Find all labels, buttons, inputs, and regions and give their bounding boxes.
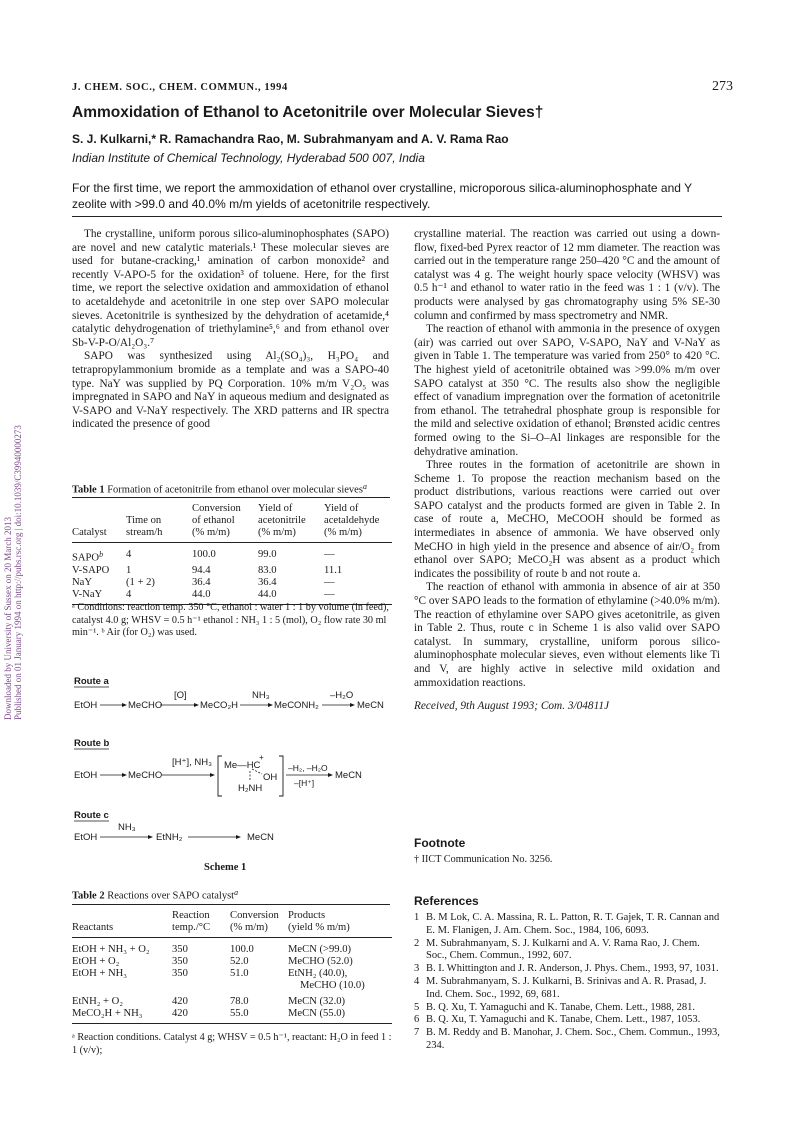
table2-caption-mark: a: [234, 888, 239, 897]
table-row: MeCHO (10.0): [300, 980, 365, 991]
table2: [72, 910, 392, 1024]
table-row: MeCO₂H + NH₃ 420 55.0 MeCN (55.0): [72, 1008, 392, 1024]
abstract: For the first time, we report the ammoxidation of ethanol over crystalline, microporous silica-aluminophosphate and Y zeolite with >99.0 and 40.0% m/m yields of acetonitrile respectively.: [72, 181, 692, 211]
table1-footnote: ᵃ Conditions: reaction temp. 350 °C, ethanol : water 1 : 1 by volume (in feed), catalyst 4.0 g; WHSV = 0.5 h⁻¹ ethanol : NH₃ 1 : 5 (mol), O₂ flow rate 30 ml min⁻¹. ᵇ Air (for O₂) was used.: [72, 602, 389, 639]
route-c-mecn: MeCN: [247, 832, 274, 843]
route-b-minus-h: –[H⁺]: [294, 778, 315, 788]
table-row: SAPO$^b$ 4 100.0 99.0 —: [72, 549, 335, 564]
table-row: EtOH + O₂ 350 52.0 MeCHO (52.0): [72, 956, 353, 967]
route-b-mecn: MeCN: [335, 770, 362, 781]
list-item: 3 B. I. Whittington and J. R. Anderson, J. Phys. Chem., 1993, 97, 1031.: [414, 963, 719, 975]
route-b-intermediate-oh: OH: [263, 772, 278, 783]
route-a-meco2h: MeCO₂H: [200, 700, 238, 711]
route-a-label: Route a: [74, 676, 109, 687]
route-b-intermediate-nh: H₂NH: [238, 783, 263, 794]
scheme-1: [72, 672, 392, 892]
received-line: Received, 9th August 1993; Com. 3/04811J: [414, 700, 610, 713]
download-sidebar: [0, 300, 24, 720]
list-item: 2 M. Subrahmanyam, S. J. Kulkarni and A. V. Rama Rao, J. Chem. Soc., Chem. Commun., 1992, 607.: [414, 937, 700, 962]
table-row: NaY (1 + 2) 36.4 36.4 —: [72, 576, 335, 588]
route-a-mecho: MeCHO: [128, 700, 163, 711]
table2-label: Table 2: [72, 890, 105, 902]
route-a-o-label: [O]: [174, 690, 187, 701]
route-b-etoh: EtOH: [74, 770, 98, 781]
table1-caption-mark: a: [362, 482, 367, 491]
footnote-heading: Footnote: [414, 836, 466, 850]
route-b-label: Route b: [74, 738, 110, 749]
route-a-meconh2: MeCONH₂: [274, 700, 319, 711]
sidebar-downloaded: Downloaded by University of Sussex on 20 March 2013: [3, 517, 13, 720]
results-paragraph: The reaction of ethanol with ammonia in the presence of oxygen (air) was carried out over SAPO, V-SAPO, NaY and V-NaY as given in Table 1. The temperature was varied from 250° to 420 °C. The highest yield of acetonitrile obtained was >99.0% m/m over SAPO catalyst at 350 °C. The results also show the negligible effect of vanadium impregnation over the formation of acetonitrile from ethanol. The tetrahedral phosphate group is responsible for the mild and selective oxidation of ethanol; Brønsted acidic centres formed owing to the Si–O–Al linkages are responsible for the dehydrative amination.: [414, 323, 720, 458]
table-row: V-NaY 4 44.0 44.0 —: [72, 589, 392, 605]
list-item: 1 B. M Lok, C. A. Massina, R. L. Patton, R. T. Gajek, T. R. Cannan and E. M. Flanigen, J. Am. Chem. Soc., 1984, 106, 6093.: [414, 912, 720, 936]
route-a-nh3: NH₃: [252, 690, 270, 701]
table1-header-row: Time on of ethanol acetonitrile acetaldehyde: [126, 515, 380, 526]
route-a-mecn: MeCN: [357, 700, 384, 711]
intro-paragraph: The crystalline, uniform porous silico-aluminophosphates (SAPO) are novel and new catalytic materials.¹ These molecular sieves are used for butane-cracking,¹ amination of carbon monoxide² and recently V-APO-5 for the oxidation³ of toluene. Here, for the first time, we report the selective oxidation and ammoxidation of ethanol to acetaldehyde and acetonitrile in one step over SAPO molecular sieves. Acetonitrile is synthesized by the dehydration of acetamide,⁴ catalytic dehydrogenation of triethylamine⁵,⁶ and from ethanol over Sb-V-P-O/Al₂O₃.⁷: [72, 228, 389, 349]
table1-header-row: Conversion Yield of Yield of: [192, 503, 359, 514]
page-number: 273: [712, 79, 733, 94]
table1-label: Table 1: [72, 484, 105, 496]
list-item: 7 B. M. Reddy and B. Manohar, J. Chem. Soc., Chem. Commun., 1993, 234.: [414, 1027, 720, 1051]
table-row: V-SAPO 1 94.4 83.0 11.1: [72, 564, 343, 576]
table2-caption-text: Reactions over SAPO catalyst: [107, 890, 235, 902]
route-b-intermediate-charge: +: [259, 753, 264, 762]
route-b-intermediate: Me—HC: [224, 760, 261, 771]
route-c-etnh2: EtNH₂: [156, 832, 183, 843]
list-item: 4 M. Subrahmanyam, S. J. Kulkarni, B. Srinivas and A. R. Prasad, J. Ind. Chem. Soc., 1992, 69, 681.: [414, 975, 707, 1000]
route-c-label: Route c: [74, 810, 109, 821]
route-c-nh3: NH₃: [118, 822, 136, 833]
running-header: J. CHEM. SOC., CHEM. COMMUN., 1994: [72, 82, 288, 93]
route-a-etoh: EtOH: [74, 700, 98, 711]
list-item: 6 B. Q. Xu, T. Yamaguchi and K. Tanabe, Chem. Lett., 1987, 1053.: [414, 1014, 701, 1026]
table2-footnote: ᵃ Reaction conditions. Catalyst 4 g; WHSV = 0.5 h⁻¹, reactant: H₂O in feed 1 : 1 (v/v);: [72, 1032, 392, 1056]
list-item: 5 B. Q. Xu, T. Yamaguchi and K. Tanabe, Chem. Lett., 1988, 281.: [414, 1001, 696, 1013]
scheme-caption: Scheme 1: [204, 862, 247, 873]
table-row: EtOH + NH₃ 350 51.0 EtNH₂ (40.0),: [72, 968, 348, 979]
left-column: [72, 228, 389, 432]
table1-top-rule: [72, 497, 390, 498]
footnote-text: † IICT Communication No. 3256.: [414, 854, 553, 865]
table2-top-rule: [72, 904, 390, 905]
route-b-h-nh3: [H⁺], NH₃: [172, 757, 213, 768]
table1-caption: [72, 482, 392, 496]
table1-header-row: Catalyst stream/h (% m/m) (% m/m) (% m/m): [72, 527, 392, 543]
right-column: [414, 228, 720, 714]
table1-caption-text: Formation of acetonitrile from ethanol over molecular sieves: [107, 484, 363, 496]
table2-header-row: Reaction Conversion Products: [172, 910, 326, 921]
reference-list: [414, 912, 720, 1053]
mechanism-paragraph: Three routes in the formation of acetonitrile are shown in Scheme 1. To propose the reaction mechanism based on the product distributions, various reactions were carried out over SAPO catalyst and the products formed are given in Table 2. In case of route a, MeCHO, MeCOOH should be formed as intermediates in absence of ammonia. We have observed only MeCHO in high yield in the presence and absence of air/O₂ from ethanol over SAPO; MeCO₂H was absent as a product which indicates the possibility of route b and not route a.: [414, 459, 720, 580]
route-c-etoh: EtOH: [74, 832, 98, 843]
abstract-divider: [72, 216, 722, 217]
route-b-mecho: MeCHO: [128, 770, 163, 781]
route-b-minus-h2-h2o: –H₂, –H₂O: [288, 763, 328, 773]
references-heading: References: [414, 894, 479, 908]
table1: [72, 503, 392, 605]
table-row: EtNH₂ + O₂ 420 78.0 MeCN (32.0): [72, 996, 346, 1007]
table-row: EtOH + NH₃ + O₂ 350 100.0 MeCN (>99.0): [72, 944, 352, 955]
synthesis-paragraph: SAPO was synthesized using Al₂(SO₄)₃, H₃PO₄ and tetrapropylammonium bromide as a template and was a SAPO-40 type. NaY was supplied by PQ Corporation. 10% m/m V₂O₅ was impregnated in SAPO and NaY in aqueous medium and designated as V-SAPO and V-NaY respectively. The XRD patterns and IR spectra indicated the presence of good: [72, 350, 389, 431]
table2-caption: [72, 888, 392, 902]
route-a-minus-h2o: –H₂O: [330, 690, 354, 701]
summary-paragraph: The reaction of ethanol with ammonia in absence of air at 350 °C over SAPO leads to the formation of ethylamine (>40.0% m/m). The reaction of ethylamine over SAPO gives acetonitrile, as given in Table 2. Thus, route c in Scheme 1 is also valid over SAPO catalyst. In summary, crystalline, uniform porous silico-aluminophosphate molecular sieves, even without elements like Ti and V, are highly active in selective mild oxidation and ammoxidation reactions.: [414, 581, 720, 689]
methods-paragraph: crystalline material. The reaction was carried out using a down-flow, fixed-bed Pyrex reactor of 12 mm diameter. The reaction was carried out in the temperature range 250–420 °C and the amount of catalyst was 4 g. The weight hourly space velocity (WHSV) was 0.5 h⁻¹ and ethanol to water ratio in the feed was 1 : 1 (v/v). The products were analysed by gas chromatography using 5% SE-30 column and confirmed by mass spectrometry and NMR.: [414, 228, 720, 322]
article-title: Ammoxidation of Ethanol to Acetonitrile over Molecular Sieves†: [72, 104, 544, 121]
affiliation: Indian Institute of Chemical Technology, Hyderabad 500 007, India: [72, 151, 425, 165]
author-list: S. J. Kulkarni,* R. Ramachandra Rao, M. Subrahmanyam and A. V. Rama Rao: [72, 132, 509, 146]
table2-header-row: Reactants temp./°C (% m/m) (yield % m/m): [72, 922, 392, 938]
sidebar-published-link[interactable]: Published on 01 January 1994 on http://pubs.rsc.org | doi:10.1039/C39940000273: [13, 425, 23, 720]
